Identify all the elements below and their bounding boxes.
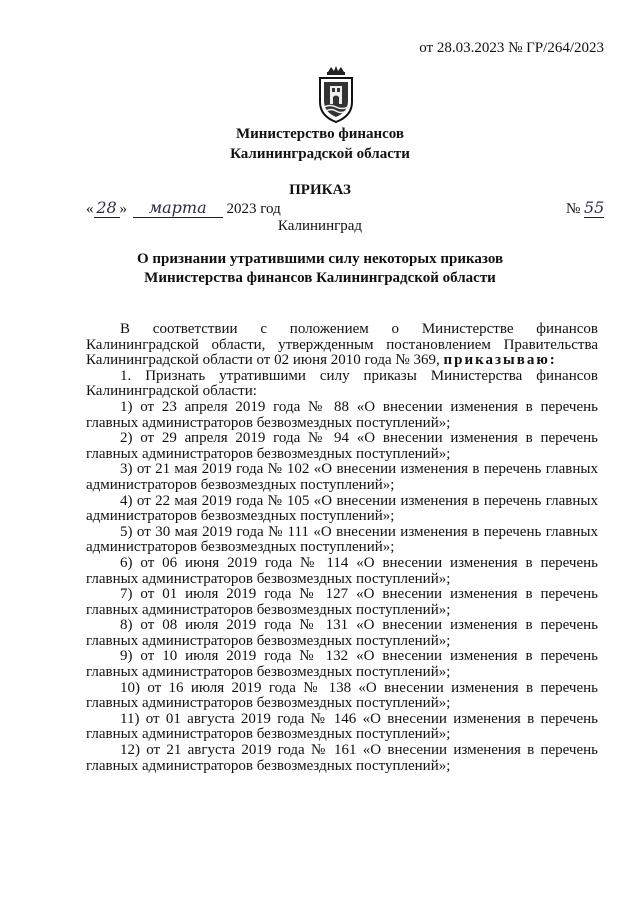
order-year: 2023 год (226, 201, 281, 217)
ministry-line-2: Калининградской области (230, 146, 410, 162)
item-1-line-2: Калининградской области: (86, 383, 257, 400)
intro-line-1: В соответствии с положением о Министерстве финансов (120, 321, 598, 337)
subitem-line-2: главных администраторов безвозмездных поступлений»; (86, 726, 451, 743)
order-month: марта (133, 198, 223, 218)
subitem-line-1: 10) от 16 июля 2019 года № 138 «О внесении изменения в перечень (120, 679, 598, 696)
subitem-line-2: главных администраторов безвозмездных поступлений»; (86, 695, 451, 712)
subitem-line-1: 8) от 08 июля 2019 года № 131 «О внесении изменения в перечень (120, 617, 598, 634)
order-date (86, 198, 281, 218)
order-body (86, 322, 598, 774)
subitem-line-2: главных администраторов безвозмездных поступлений»; (86, 601, 451, 618)
order-day: 28 (94, 198, 120, 218)
subitem-line-1: 7) от 01 июля 2019 года № 127 «О внесении изменения в перечень (120, 586, 598, 603)
order-verb: приказываю: (443, 352, 557, 369)
order-subject (0, 250, 640, 288)
subitem-line-1: 9) от 10 июля 2019 года № 132 «О внесении изменения в перечень (120, 648, 598, 665)
ministry-line-1: Министерство финансов (235, 126, 405, 142)
intro-line-3 (86, 353, 598, 369)
intro-line-3-text: Калининградской области от 02 июня 2010 года № 369, (86, 352, 444, 369)
order-number-value: 55 (584, 198, 605, 217)
subitem-line-2: главных администраторов безвозмездных поступлений»; (86, 632, 451, 649)
subitem-line-2: главных администраторов безвозмездных поступлений»; (86, 664, 451, 681)
subitem-line-1: 2) от 29 апреля 2019 года № 94 «О внесении изменения в перечень (120, 430, 598, 447)
date-close-quote: » (119, 201, 127, 217)
subitem-line-2: администраторов безвозмездных поступлений»; (86, 508, 395, 525)
coat-of-arms-icon (316, 66, 356, 124)
subitem-line-2: администраторов безвозмездных поступлений»; (86, 476, 395, 493)
subitem-line-2: администраторов безвозмездных поступлений»; (86, 539, 395, 556)
document-reference: от 28.03.2023 № ГР/264/2023 (419, 40, 604, 56)
subitem-line-1: 12) от 21 августа 2019 года № 161 «О внесении изменения в перечень (120, 742, 598, 759)
subitem-line-2: главных администраторов безвозмездных поступлений»; (86, 414, 451, 431)
subitem-line-1: 11) от 01 августа 2019 года № 146 «О внесении изменения в перечень (120, 710, 598, 727)
date-open-quote: « (86, 201, 94, 217)
intro-line-2: Калининградской области, утвержденным постановлением Правительства (86, 336, 598, 353)
subitem-line-1: 4) от 22 мая 2019 года № 105 «О внесении изменения в перечень главных (120, 492, 598, 509)
subject-line-1: О признании утратившими силу некоторых приказов (136, 251, 504, 267)
subitem-line-1: 6) от 06 июня 2019 года № 114 «О внесении изменения в перечень (120, 554, 598, 571)
subitem-line-1: 1) от 23 апреля 2019 года № 88 «О внесении изменения в перечень (120, 398, 598, 415)
order-number (566, 198, 604, 218)
subject-line-2: Министерства финансов Калининградской области (144, 270, 496, 286)
subitem-line-2: главных администраторов безвозмездных поступлений»; (86, 570, 451, 587)
subitem-line-2: главных администраторов безвозмездных поступлений»; (86, 757, 451, 774)
order-number-prefix: № (565, 201, 581, 217)
item-1-line-1: 1. Признать утратившими силу приказы Министерства финансов (120, 367, 598, 384)
order-title: ПРИКАЗ (289, 182, 351, 198)
subitem-line-1: 5) от 30 мая 2019 года № 111 «О внесении изменения в перечень главных (120, 523, 598, 540)
subitem-line-2: главных администраторов безвозмездных поступлений»; (86, 445, 451, 462)
subitem-line-1: 3) от 21 мая 2019 года № 102 «О внесении изменения в перечень главных (120, 461, 598, 478)
order-city: Калининград (277, 218, 363, 234)
ministry-name (0, 124, 640, 164)
